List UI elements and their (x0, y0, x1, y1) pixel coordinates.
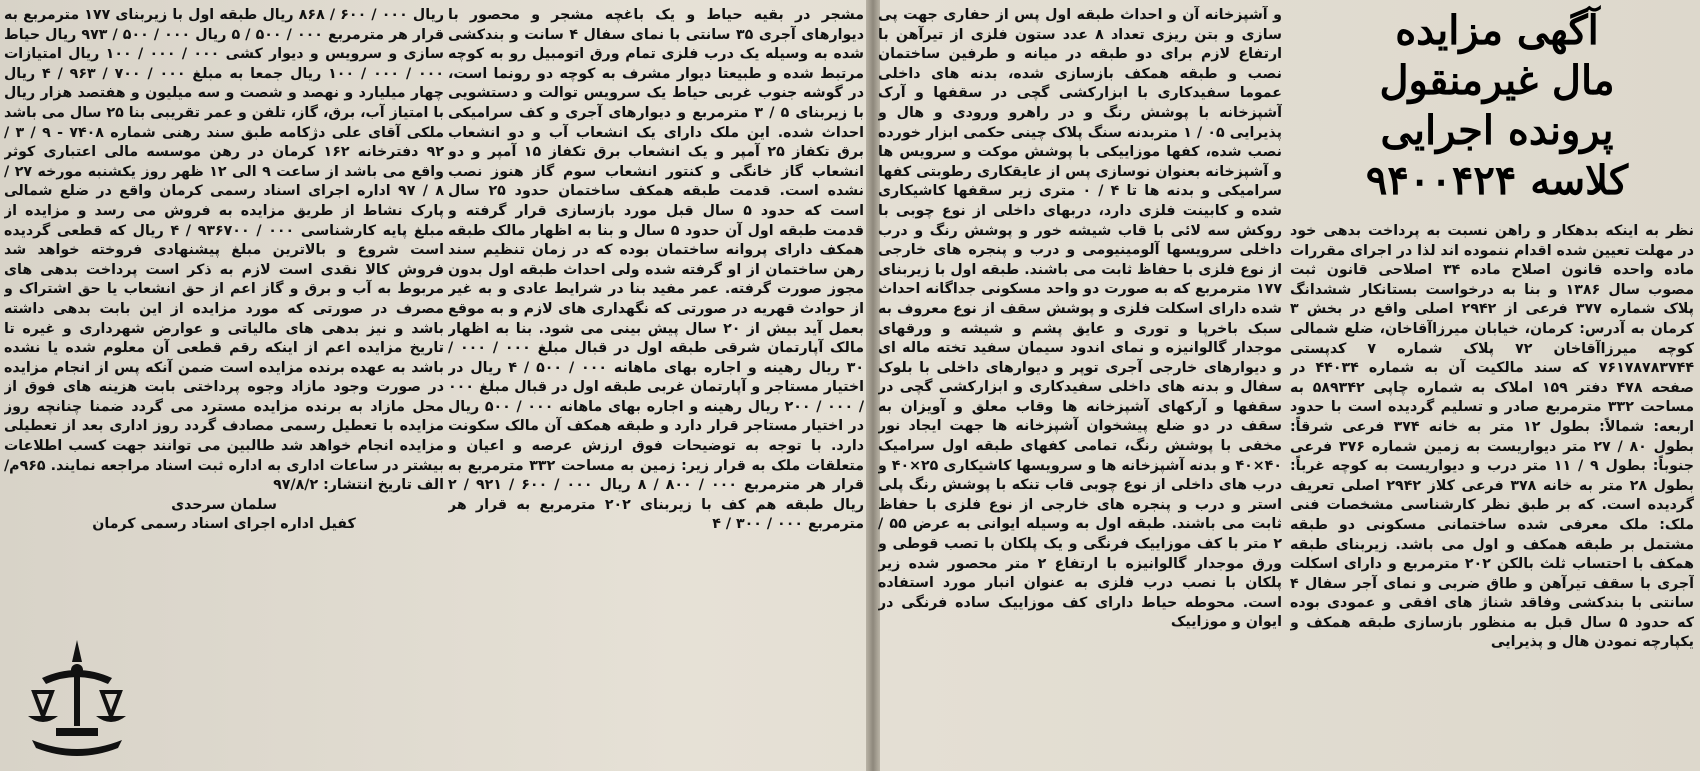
title-line-2: مال غیرمنقول (1379, 57, 1615, 104)
text-column-3 (448, 6, 864, 765)
signature-name: سلمان سرحدی (171, 496, 277, 513)
text-column-2 (878, 6, 1282, 765)
column-2-text: و آشپزخانه آن و احداث طبقه اول پس از حفاری جهت پی سازی و بتن ریزی تعداد ۸ عدد ستون فلزی از تیرآهن با ارتفاع لازم برای دو طبقه در میانه و طرفین ساختمان نصب و طبقه همکف بازسازی شده، بدنه های داخلی عموما سفیدکاری با ابزارکشی گچی در سقفها و آرک آشپزخانه با پوشش رنگ و در راهرو ورودی و هال و پذیرایی ۰۵ / ۱ متربدنه سنگ پلاک چینی حکمی ابزار خورده نصب شده، کفها موزاییکی با پوشش موکت و سرویس ها و آشپزخانه بعنوان نوسازی پس از عایقکاری رطوبتی کفها سرامیکی و بدنه ها تا ۴ / ۰ متری زیر سقفها کاشیکاری شده و کابینت فلزی دارد، دربهای داخلی از نوع چوبی با روکش سه لائی با قاب شیشه خور و پوشش رنگ و درب داخلی سرویسها آلومینیومی و درب و پنجره های خارجی از نوع فلزی با حفاظ ثابت می باشند. طبقه اول با زیربنای ۱۷۷ مترمربع که به صورت دو واحد مسکونی جداگانه احداث شده دارای اسکلت فلزی و پوشش سقف از نوع معروف به سبک باخرپا و توری و عایق پشم و شیشه و ورقهای موجدار گالوانیزه و نمای اندود سیمان سفید تخته ماله ای و دیوارهای خارجی آجری توپر و دیوارهای داخلی با بلوک سفال و بدنه های داخلی سفیدکاری و ابزارکشی گچی در سقفها و آرکهای آشپزخانه ها وقاب معلق و آویزان به سقف در دو ضلع پیشخوان آشپزخانه ها جهت ایجاد نور مخفی با پوشش رنگ، تمامی کفهای طبقه اول سرامیک ۴۰×۴۰ و بدنه آشپزخانه ها و سرویسها کاشیکاری ۲۵×۴۰ و درب های داخلی از نوع چوبی قاب تنکه با پوشش رنگ پلی استر و درب و پنجره های خارجی از نوع فلزی با حفاظ ثابت می باشند. طبقه اول به وسیله ایوانی به عرض ۵۵ / ۲ متر با کف موزاییک فرنگی و یک پلکان با تصب قوطی و ورق موجدار گالوانیزه با ارتفاع ۲ متر محصور شده زیر پلکان با نصب درب فلزی به عنوان انبار مورد استفاده است. محوطه حیاط دارای کف موزاییک ساده فرنگی در ایوان و موزاییک (878, 7, 1282, 631)
column-3-text: مشجر در بقیه حیاط و یک باغچه مشجر و محصور با دیوارهای آجری ۳۵ سانتی با نمای سفال ۴ سانت و بندکشی شده به وسیله یک درب فلزی تمام ورق اتومبیل رو به کوچه مرتبط شده و طبیعتا دیوار مشرف به کوچه دو رونما است، در گوشه جنوب غربی حیاط یک سرویس توالت و دستشویی با زیربنای ۵ / ۳ مترمربع و دیوارهای آجری و کف سرامیکی احداث شده. این ملک دارای یک انشعاب آب و دو انشعاب برق تکفاز ۲۵ آمپر و یک انشعاب برق تکفاز ۱۵ آمپر و دو انشعاب گاز خانگی و کنتور انشعاب سوم گاز هنوز نصب نشده است. قدمت طبقه همکف ساختمان حدود ۲۵ سال است که حدود ۵ سال قبل مورد بازسازی قرار گرفته و قدمت طبقه اول آن حدود ۵ سال و بنا به اظهار مالک طبقه همکف دارای پروانه ساختمان بوده که در زمان تنظیم سند رهن ساختمان از او گرفته شده ولی احداث طبقه اول بدون مجوز صورت گرفته. عمر مفید بنا در شرایط عادی و به غیر از حوادث قهریه در صورتی که نگهداری های لازم و به موقع بعمل آید بیش از ۲۰ سال پیش بینی می شود. بنا به اظهار مالک آپارتمان شرقی طبقه اول در قبال مبلغ ۰۰۰ / ۰۰۰ / ۳۰ ریال رهینه و اجاره بهای ماهانه ۰۰۰ / ۵۰۰ / ۴ ریال در اختیار مستاجر و آپارتمان غربی طبقه اول در قبال مبلغ ۰۰۰ / ۰۰۰ / ۲۰۰ ریال رهینه و اجاره بهای ماهانه ۰۰۰ / ۵۰۰ ریال در اختیار مستاجر قرار دارد و طبقه همکف آن مالک سکونت دارد. با توجه به توضیحات فوق ارزش عرصه و اعیان و متعلقات ملک به قرار زیر: زمین به مساحت ۳۳۲ مترمربع به قرار هر مترمربع ۰۰۰ / ۸۰۰ / ۸ ریال ۰۰۰ / ۶۰۰ / ۹۲۱ / ۲ ریال طبقه هم کف با زیربنای ۲۰۲ مترمربع به قرار هر مترمربع ۰۰۰ / ۳۰۰ / ۴ (448, 7, 864, 533)
signature-title: کفیل اداره اجرای اسناد رسمی کرمان (92, 516, 356, 533)
text-column-1 (1290, 222, 1694, 765)
column-4-text: ریال ۰۰۰ / ۶۰۰ / ۸۶۸ ریال طبقه اول با زیربنای ۱۷۷ مترمربع به قرار هر مترمربع ۰۰۰ / ۵۰۰ / ۵ ریال ۰۰۰ / ۵۰۰ / ۹۷۳ ریال حیاط سازی و سرویس و دیوار کشی ۰۰۰ / ۰۰۰ / ۱۰۰ ریال امتیازات ۰۰۰ / ۰۰۰ / ۱۰۰ ریال جمعا به مبلغ ۰۰۰ / ۷۰۰ / ۹۶۳ / ۴ ریال چهار میلیارد و نهصد و شصت و سه میلیون و هفتصد هزار ریال با امتیاز آب، برق، گاز، تلفن و عمر تقریبی بنا ۲۵ سال می باشد ملکی آقای علی دژکامه طبق سند رهنی شماره ۷۴۰۸ - ۹ / ۳ / ۹۲ دفترخانه ۱۶۲ کرمان در رهن موسسه مالی اعتباری کوثر واقع می باشد از ساعت ۹ الی ۱۲ ظهر روز یکشنبه مورخه ۲۷ / ۸ / ۹۷ اداره اجرای اسناد رسمی کرمان واقع در ضلع شمالی پارک نشاط از طریق مزایده به فروش می رسد و مزایده از مبلغ پایه کارشناسی ۰۰۰ / ۹۳۶۷۰۰ / ۴ ریال که قطعی گردیده است شروع و بالاترین مبلغ پیشنهادی فروخته خواهد شد فروش کالا نقدی است لازم به ذکر است پرداخت بدهی های مربوط به آب و برق و گاز اعم از حق انشعاب یا حق اشتراک و مصرف در صورتی که مورد مزایده از این بابت بدهی داشته باشد و نیز بدهی های مالیاتی و عوارض شهرداری و غیره تا تاریخ مزایده اعم از اینکه رقم قطعی آن معلوم شده یا نشده باشد به عهده برنده مزایده است ضمن آنکه پس از انجام مزایده در صورت وجود مازاد وجوه پرداختی بابت هزینه های فوق از محل مازاد به برنده مزایده مسترد می گردد ضمنا چنانچه روز مزایده با تعطیل رسمی مصادف گردد روز اداری بعد از تعطیلی مزایده انجام خواهد شد طالبین می توانند جهت کسب اطلاعات بیشتر در ساعات اداری به اداره ثبت اسناد مراجعه نمایند. ۹۶۵م/الف تاریخ انتشار: ۹۷/۸/۲ (4, 7, 444, 494)
notice-title (1300, 6, 1694, 216)
title-line-3: پرونده اجرایی (1380, 107, 1614, 154)
registry-emblem-logo (12, 632, 142, 762)
column-1-text: نظر به اینکه بدهکار و راهن نسبت به پرداخت بدهی خود در مهلت تعیین شده اقدام ننموده اند لذا در اجرای مقررات ماده واحده قانون اصلاح ماده ۳۴ اصلاحی قانون ثبت مصوب سال ۱۳۸۶ و بنا به درخواست بستانکار ششدانگ پلاک شماره ۳۷۷ فرعی از ۲۹۴۲ اصلی واقع در بخش ۳ کرمان به آدرس: کرمان، خیابان میرزاآقاخان، ضلع شمالی کوچه میرزاآقاخان ۷۲ پلاک شماره ۷ کدپستی ۷۶۱۷۸۷۸۳۷۴۴ که سند مالکیت آن به شماره ۴۴۰۳۴ در صفحه ۴۷۸ دفتر ۱۵۹ املاک به شماره چاپی ۵۸۹۳۴۲ به مساحت ۳۳۲ مترمربع صادر و تسلیم گردیده است با حدود اربعه: شمالاً: بطول ۱۲ متر به خانه ۳۷۴ فرعی شرقاً: بطول ۸۰ / ۲۷ متر دیواریست به زمین شماره ۳۷۶ فرعی جنوباً: بطول ۹ / ۱۱ متر درب و دیواریست به کوچه غرباً: بطول ۲۸ متر به خانه ۳۷۸ فرعی کلاز ۲۹۴۲ اصلی تعریف گردیده است. که بر طبق نظر کارشناسی مشخصات فنی ملک: ملک معرفی شده ساختمانی مسکونی دو طبقه مشتمل بر طبقه همکف و اول می باشد. زیربنای طبقه همکف با احتساب ثلث بالکن ۲۰۲ مترمربع و دارای اسکلت آجری با سقف تیرآهن و طاق ضربی و نمای آجر سفال ۴ سانتی با بندکشی وفاقد شناژ های افقی و عمودی بوده که حدود ۵ سال قبل به منظور بازسازی طبقه همکف و یکپارچه نمودن هال و پذیرایی (1290, 223, 1694, 651)
title-line-1: آگهی مزایده (1395, 7, 1599, 54)
title-line-4: کلاسه ۹۴۰۰۴۲۴ (1365, 157, 1629, 204)
